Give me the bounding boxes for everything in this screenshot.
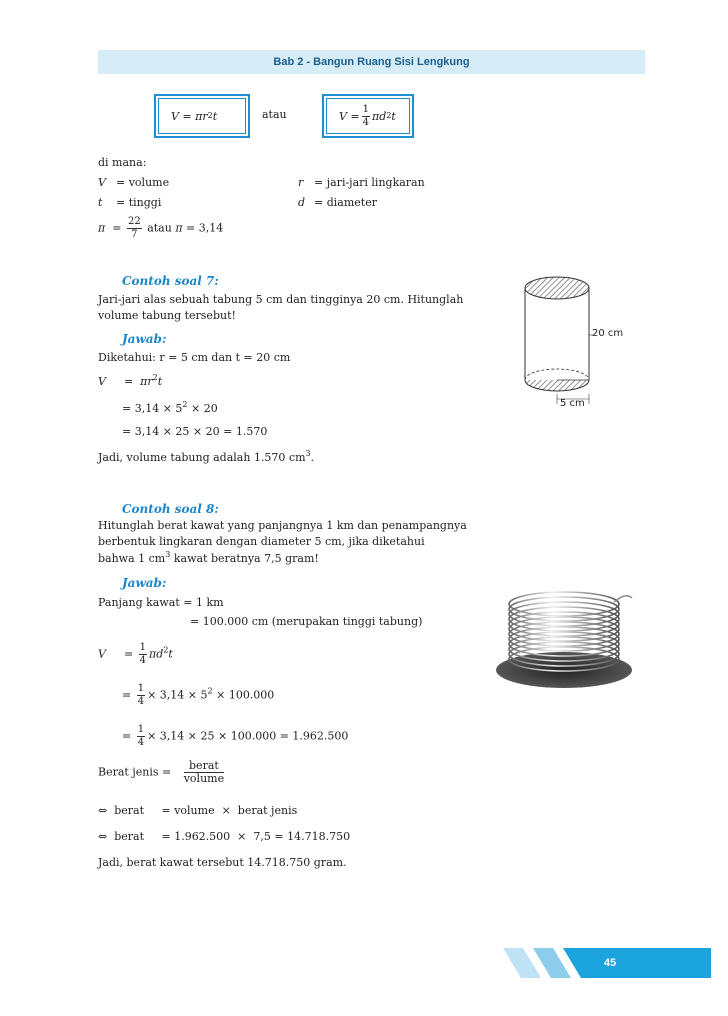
formula-t: t [391,109,396,123]
example-8-equivalence-1: ⇔ berat = volume × berat jenis [98,804,298,817]
step-v: V [98,375,106,388]
problem-exp: 3 [165,550,171,559]
volume-fraction [137,683,145,708]
example-8-length-line-1: Panjang kawat = 1 km [98,596,224,609]
example-8-problem-line-3 [98,552,319,565]
formula-t: t [212,109,218,123]
example-8-problem-line-1: Hitunglah berat kawat yang panjangnya 1 km dan penampangnya [98,519,467,532]
fraction-denominator: 4 [137,737,145,748]
example-8-problem-line-2: berbentuk lingkaran dengan diameter 5 cm, jika diketahui [98,535,425,548]
step-text: × 3,14 × 25 × 100.000 = 1.962.500 [147,729,349,743]
formula-box-inner: V = πr 2 t [158,98,246,134]
step-t: t [157,375,163,388]
fraction-denominator: 4 [137,696,145,707]
fraction-denominator: 7 [131,229,138,240]
example-8-length-line-2: = 100.000 cm (merupakan tinggi tabung) [190,615,423,628]
pi-fraction [127,216,142,241]
example-8-volume-formula [98,642,173,667]
fraction-numerator: 1 [137,683,145,694]
def-t-symbol: t [98,196,103,209]
pi-eq: = [112,221,122,235]
step-eq: = [122,688,132,702]
pi-symbol: π [98,221,106,235]
formula-pi-r: πr [195,109,208,123]
example-7-conclusion [98,451,314,464]
step-t: t [168,647,173,661]
chapter-title: Bab 2 - Bangun Ruang Sisi Lengkung [273,56,470,68]
fraction-denominator: 4 [139,655,147,666]
def-r-symbol: r [298,176,304,189]
example-7-step-3: = 3,14 × 25 × 20 = 1.570 [122,425,268,438]
cylinder-radius-label: 5 cm [560,398,585,409]
step-exp: 2 [152,373,158,382]
formula-fraction [362,104,370,129]
formula-pi-d: πd [372,109,387,123]
step-exp: 2 [182,400,188,409]
step-text: = 3,14 × 5 [122,402,183,415]
example-8-volume-step-3 [122,724,348,749]
step-rhs: πr [140,375,153,388]
example-7-step-1 [98,375,162,388]
conclusion-text: Jadi, volume tabung adalah 1.570 cm [98,451,306,464]
page-number: 45 [603,957,617,969]
example-7-answer-heading: Jawab: [122,332,167,346]
fraction-numerator: berat [184,760,224,773]
volume-fraction [139,642,147,667]
example-8-answer-heading: Jawab: [122,576,167,590]
def-t-text: = tinggi [116,196,162,209]
fraction-denominator: 4 [362,116,370,128]
conclusion-exp: 3 [305,449,311,458]
example-7-known: Diketahui: r = 5 cm dan t = 20 cm [98,351,291,364]
definitions-intro: di mana: [98,156,147,169]
formula-v: V [171,109,179,123]
example-8-density-formula [98,760,226,785]
example-7-problem-line-2: volume tabung tersebut! [98,309,236,322]
step-rhs: πd [149,647,164,661]
example-7-problem-line-1: Jari-jari alas sebuah tabung 5 cm dan tingginya 20 cm. Hitunglah [98,293,464,306]
density-fraction [184,760,224,785]
step-exp: 2 [207,686,213,696]
problem-text: kawat beratnya 7,5 gram! [170,552,319,565]
fraction-numerator: 1 [362,103,370,115]
formula-eq: = [350,109,360,123]
example-7-step-2 [122,402,218,415]
fraction-numerator: 1 [137,724,145,735]
def-v-text: = volume [116,176,170,189]
step-text: × 3,14 × 5 [147,688,208,702]
step-text: × 100.000 [212,688,275,702]
conclusion-end: . [310,451,315,464]
chapter-header-band [98,50,645,74]
example-8-volume-step-2 [122,683,274,708]
def-d-symbol: d [298,196,306,209]
step-text: × 20 [187,402,218,415]
fraction-numerator: 22 [127,216,141,227]
formula-eq: = [182,109,192,123]
volume-fraction [137,724,145,749]
step-eq: = [123,647,134,661]
density-label: Berat jenis = [98,765,172,779]
def-r-text: = jari-jari lingkaran [314,176,425,189]
pi-definition [98,216,223,241]
formula-atau: atau [262,108,287,121]
step-eq: = [122,729,132,743]
formula-v: V [339,109,347,123]
step-v: V [98,647,106,661]
example-8-equivalence-2: ⇔ berat = 1.962.500 × 7,5 = 14.718.750 [98,830,351,843]
def-v-symbol: V [98,176,106,189]
example-7-heading: Contoh soal 7: [122,274,219,288]
pi-symbol-2: π [175,221,183,235]
formula-box-inner: V = $\frac{1}{4}$ πd 2 t [326,98,410,134]
step-exp: 2 [163,645,169,655]
fraction-numerator: 1 [139,642,147,653]
formula-box-quarter-pi-d-squared [322,94,414,138]
pi-value: = 3,14 [186,221,224,235]
wire-coil-photo [494,584,634,690]
fraction-denominator: volume [183,772,225,785]
problem-text: bahwa 1 cm [98,552,166,565]
pi-atau: atau [147,221,172,235]
def-d-text: = diameter [314,196,377,209]
step-eq: = [123,375,134,388]
example-8-heading: Contoh soal 8: [122,502,219,516]
formula-box-pi-r-squared [154,94,250,138]
example-8-conclusion: Jadi, berat kawat tersebut 14.718.750 gram. [98,856,347,869]
cylinder-height-label: 20 cm [592,328,624,339]
